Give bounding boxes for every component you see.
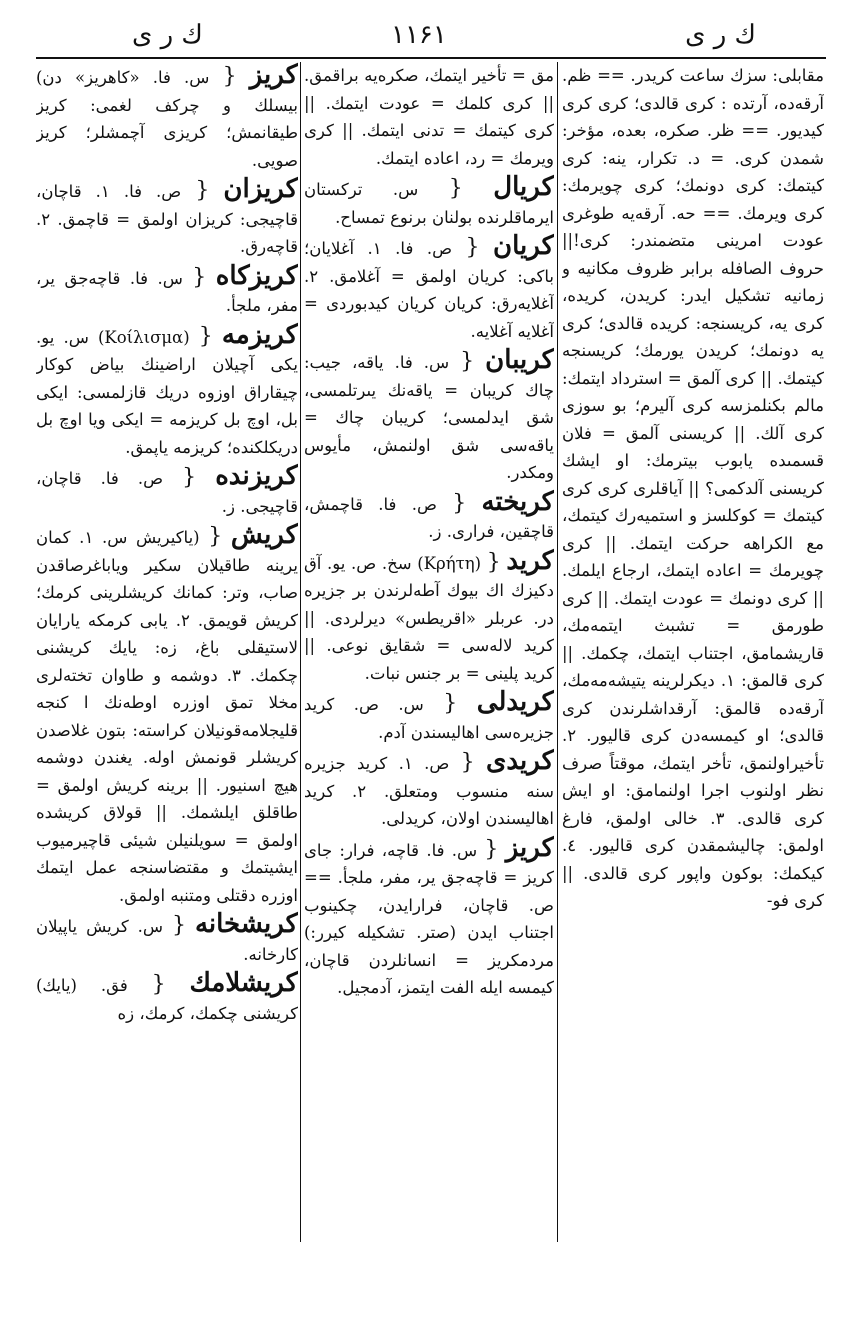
entry-gurizende — [36, 463, 298, 520]
entry-kiris — [36, 522, 298, 909]
headword: كريخته — [481, 486, 554, 517]
definition: س. كريش ياپيلان كارخانه. — [36, 917, 298, 964]
entry-guriz — [304, 832, 554, 1002]
greek-etymon: (Κοίλισμα) — [97, 327, 190, 347]
brace: { — [465, 235, 480, 260]
headword: كريال — [493, 172, 554, 202]
header-right-letters: ك ر ی — [685, 20, 756, 50]
definition: سخ. ص. يو. آق دكيزك اك بيوك آطه‌لرندن بر جزيره در. عربلر «اقريطس» ديرلردى. || كريد لالەسى = شقايق نوعى. || كريد پلينى = بر جنس نبات. — [304, 553, 554, 683]
entry-kryan — [304, 233, 554, 345]
brace: { — [443, 691, 458, 716]
column-middle — [304, 62, 554, 1242]
headword: كريبان — [485, 345, 554, 375]
page-number: ۱۱۶۱ — [391, 20, 447, 50]
headword: كريشخانه — [194, 909, 298, 939]
column-divider-2 — [300, 62, 301, 1242]
entry-kirislamek — [36, 970, 298, 1027]
headword: كريد — [506, 545, 554, 576]
definition: س. تركستان ايرماقلرنده بولنان برنوع تمساح. — [304, 180, 554, 227]
entry-kirishane — [36, 911, 298, 968]
headword: كريز — [505, 832, 554, 863]
entry-grizme — [36, 319, 298, 462]
entry-kryal — [304, 174, 554, 231]
entry-giridli — [304, 689, 554, 746]
definition: س. فا. ياقه، جيب: چاك كريبان = ياقەنك يىرتلمسى، شق ايدلمسى؛ كريبان چاك = ياقەسى شق اولنمش، مأيوس ومكدر. — [304, 353, 554, 482]
definition: س. فا. «كاهريز» دن) بيسلك و چركف لغمى: كريز طيقانمش؛ كريزى آچمشلر؛ كريز صويى. — [36, 68, 298, 170]
entry-gurizan — [36, 176, 298, 261]
definition: س. فا. قاچەجق ير، مفر، ملجأ. — [36, 268, 298, 315]
header-rule — [36, 57, 826, 59]
entry-giridi — [304, 748, 554, 833]
headword: كريزمه — [221, 319, 298, 350]
definition: س. ص. كريد جزيرەسى اهاليسندن آدم. — [304, 695, 554, 742]
column-left — [36, 62, 298, 1242]
definition: ص. فا. قاچان، قاچيجى. ز. — [36, 469, 298, 516]
headword: كريز — [249, 62, 298, 90]
brace: { — [151, 972, 166, 997]
header-left-letters: ك ر ی — [132, 20, 203, 50]
col2-intro: مق = تأخير ايتمك، صكرەيە براقمق. || كرى كلمك = عودت ايتمك. || كرى كيتمك = تدنى ايتمك. || كرى ويرمك = رد، اعاده ايتمك. — [304, 66, 554, 168]
headword: كريزنده — [215, 461, 298, 491]
brace: { — [486, 549, 501, 575]
entry-girid — [304, 545, 554, 688]
brace: { — [460, 349, 475, 374]
col1-text: مقابلی: سزك ساعت كريدر. == ظم. آرقەدە، آرتدە : كرى قالدى؛ كرى كرى كيديور. == ظر. صكره، بعده، مؤخر: شمدن كرى. = د. تكرار، ينه: كرى كيتمك: كرى دونمك؛ كرى چويرمك: كرى ويرمك. == حه. آرقەيە طوغرى عودت امرينى متضمندر: كرى!|| حروف الصافلە برابر ظروف مكانيه و زمانيه تشكيل ايدر: كريدن، كريدە، كرى يە، كريسنجه: كريدە قالدى؛ كرى يە دونمك؛ كريدن يورمك؛ كريسنجه كيتمك. || كرى آلمق = استرداد ايتمك: مالم بكنلمزسه كرى آليرم؛ بو سوزى كرى آلك. || كريسنى آلمق = فلان قسمىدە يابوب بيترمك: او ايشك كريسنى آلدكمى؟ || آياقلرى كرى كرى كيتمك = كوكلسز و استميەرك كيتمك، مع الكراهه حركت ايتمك. || كرى چويرمك = اعاده ايتمك، ارجاع ايلمك. || كرى دونمك = عودت ايتمك. || كرى طورمق = تشبث ايتمەمك، قاريشمامق، اجتناب ايتمك، چكمك. || كرى قالمق: ١. ديكرلرينه يتيشەمەمك، آرقەدە قالمق: آرقداشلرندن كرى قالدى؛ او كيمسەدن كرى قاليور. ٢. تأخيراولنمق، تأخر ايتمك، موقتاً صرف نظر اولنوب اجرا اولنمامق: او ايش كرى قالدى. ٣. خالى اولمق، فارغ اولمق: چاليشمقدن كرى قاليور. ٤. كيكمك: بوكون واپور كرى قالدى. || كرى فو- — [562, 66, 824, 910]
brace: { — [452, 490, 467, 516]
entry-kirikhte — [304, 486, 554, 546]
brace: { — [484, 836, 499, 862]
brace: { — [182, 465, 197, 490]
definition: ص. ١. كريد جزيره سنه منسوب ومتعلق. ٢. كريد اهاليسندن اولان، كريدلى. — [304, 754, 554, 828]
column-right — [562, 62, 824, 1242]
greek-etymon: (Κρήτη) — [417, 553, 482, 573]
headword: كريزكاه — [215, 260, 298, 291]
entry-kariz — [36, 62, 298, 174]
definition: ص. فا. ١. قاچان، قاچيجى: كريزان اولمق = قاچمق. ٢. قاچەرق. — [36, 182, 298, 256]
brace: { — [198, 323, 213, 349]
brace: { — [195, 178, 210, 203]
definition: ص. فا. ١. آغلايان؛ باكى: كريان اولمق = آغلامق. ٢. آغلايەرق: كريان كريان كيدبوردى = آغلايه آغلايه. — [304, 239, 554, 341]
headword: كريشلامك — [189, 968, 298, 998]
brace: { — [222, 64, 237, 89]
page-header — [36, 20, 826, 54]
headword: كريان — [493, 231, 554, 261]
column-divider-1 — [557, 62, 558, 1242]
brace: { — [208, 524, 223, 549]
entry-kriban — [304, 347, 554, 487]
headword: كريدى — [486, 746, 554, 776]
headword: كريدلى — [476, 687, 554, 717]
brace: { — [460, 750, 475, 775]
definition: س. فا. قاچه، فرار: جاى كريز = قاچەجق ير، مفر، ملجأ. == ص. قاچان، فرارايدن، چكينوب اجتناب ايدن (صتر. تشكيله كيرر:) مردمكريز = انسانلردن قاچان، كيمسه ايله الفت ايتمز، آدمجيل. — [304, 840, 554, 997]
brace: { — [171, 913, 186, 938]
headword: كريزان — [223, 174, 298, 204]
definition: ص. فا. قاچمش، قاچقين، فرارى. ز. — [304, 494, 554, 541]
brace: { — [448, 176, 463, 201]
definition: (ياكيريش س. ١. كمان يرينه طاقيلان سكير وياباغرصاقدن صاب، وتر: كمانك كريشلرينى كرمك؛ كريش قويمق. ٢. يابى كرمكه يارايان لاستيقلى باغ، زه: يايك كريشنى چكمك. ٣. دوشمه و طاوان تختەلرى مخلا تمق اوزره اوطەنك ا كنجه قليجلامەقونيلان كراسته: بتون غلاصدن كريشلر قونمش اوله. يغندن دوشمه هيچ اسنيور. || برينه كريش اولمق = طاقلق ايلشمك. || قولاق كريشده اولمق = سويلنيلن شيئى قاچيرميوب ايشيتمك و مقتضاسنجه عمل ايتمك اوزره دقتلى ومتنبه اولمق. — [36, 528, 298, 905]
definition: س. يو. يكى آچيلان اراضينك بياض كوكار چيقاراق اوزوه دريك قازلمسى: ايكى بل، اوچ بل كريزمه = ايكى ويا اوچ بل دريكلكنده؛ كريزمه ياپمق. — [36, 327, 298, 457]
headword: كريش — [230, 520, 298, 550]
definition: فق. (يايك) كريشنى چكمك، كرمك، زه — [36, 976, 298, 1023]
entry-gurizgah — [36, 260, 298, 320]
brace: { — [192, 264, 207, 290]
